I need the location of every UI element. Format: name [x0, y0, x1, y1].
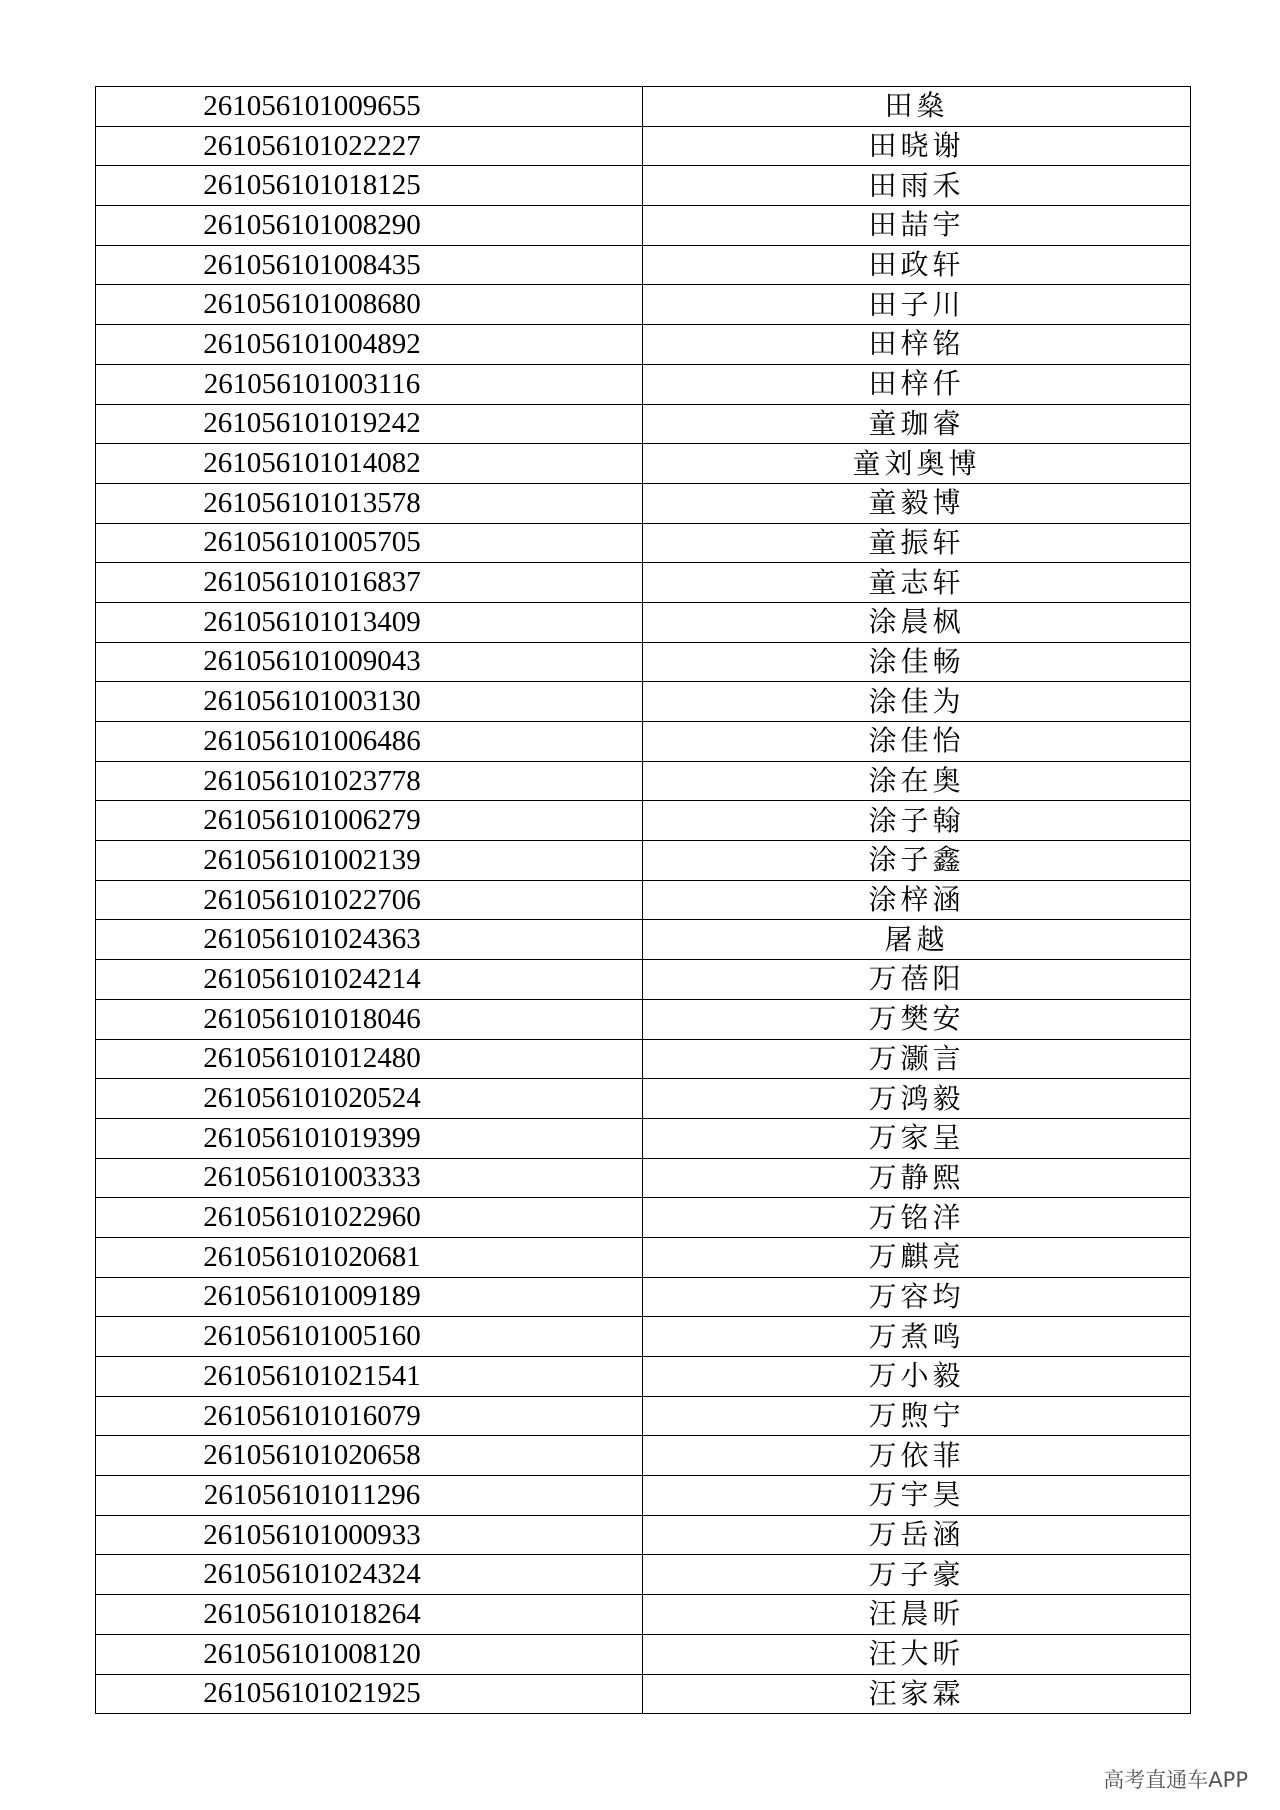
table-row [96, 364, 1191, 404]
candidate-name-cell: 田燊 [643, 87, 1191, 127]
candidate-name-cell: 涂子鑫 [643, 841, 1191, 881]
candidate-name-cell: 万静熙 [643, 1158, 1191, 1198]
candidate-id-cell: 261056101018125 [96, 166, 643, 206]
table-row [96, 1674, 1191, 1714]
candidate-id-cell: 261056101024324 [96, 1555, 643, 1595]
candidate-name-cell: 涂在奥 [643, 761, 1191, 801]
table-row [96, 325, 1191, 365]
table-row [96, 1396, 1191, 1436]
candidate-id-cell: 261056101013409 [96, 602, 643, 642]
candidate-name-cell: 涂晨枫 [643, 602, 1191, 642]
table-row [96, 1198, 1191, 1238]
candidate-name-cell: 田梓铭 [643, 325, 1191, 365]
table-row [96, 960, 1191, 1000]
candidate-name-cell: 万樊安 [643, 999, 1191, 1039]
table-row [96, 245, 1191, 285]
candidate-name-cell: 万灏言 [643, 1039, 1191, 1079]
candidate-id-cell: 261056101013578 [96, 483, 643, 523]
candidate-id-cell: 261056101023778 [96, 761, 643, 801]
candidate-id-cell: 261056101004892 [96, 325, 643, 365]
candidate-id-cell: 261056101019399 [96, 1118, 643, 1158]
table-row [96, 1634, 1191, 1674]
candidate-name-cell: 汪大昕 [643, 1634, 1191, 1674]
candidate-id-cell: 261056101009189 [96, 1277, 643, 1317]
candidate-name-cell: 万岳涵 [643, 1515, 1191, 1555]
candidate-name-cell: 涂佳畅 [643, 642, 1191, 682]
candidate-name-cell: 万蓓阳 [643, 960, 1191, 1000]
table-row [96, 1436, 1191, 1476]
candidate-name-cell: 田梓仟 [643, 364, 1191, 404]
table-row [96, 444, 1191, 484]
candidate-id-cell: 261056101018046 [96, 999, 643, 1039]
candidate-name-cell: 田喆宇 [643, 206, 1191, 246]
table-row [96, 999, 1191, 1039]
candidate-name-cell: 童志轩 [643, 563, 1191, 603]
candidate-name-cell: 田雨禾 [643, 166, 1191, 206]
table-row [96, 404, 1191, 444]
table-row [96, 1476, 1191, 1516]
table-row [96, 285, 1191, 325]
table-row [96, 1237, 1191, 1277]
candidate-id-cell: 261056101022960 [96, 1198, 643, 1238]
candidate-id-cell: 261056101003116 [96, 364, 643, 404]
candidate-name-cell: 童刘奥博 [643, 444, 1191, 484]
table-row [96, 206, 1191, 246]
candidate-id-cell: 261056101024214 [96, 960, 643, 1000]
table-row [96, 87, 1191, 127]
candidate-name-cell: 涂梓涵 [643, 880, 1191, 920]
candidate-id-cell: 261056101003333 [96, 1158, 643, 1198]
candidate-name-cell: 万小毅 [643, 1357, 1191, 1397]
candidate-id-cell: 261056101005160 [96, 1317, 643, 1357]
candidate-name-cell: 屠越 [643, 920, 1191, 960]
table-row [96, 602, 1191, 642]
candidate-id-cell: 261056101000933 [96, 1515, 643, 1555]
table-row [96, 166, 1191, 206]
candidate-id-cell: 261056101020681 [96, 1237, 643, 1277]
candidate-name-cell: 涂佳怡 [643, 722, 1191, 762]
table-row [96, 1595, 1191, 1635]
table-row [96, 642, 1191, 682]
table-row [96, 523, 1191, 563]
table-row [96, 722, 1191, 762]
candidate-id-cell: 261056101008680 [96, 285, 643, 325]
candidate-name-cell: 汪晨昕 [643, 1595, 1191, 1635]
candidate-id-cell: 261056101005705 [96, 523, 643, 563]
roster-table [95, 86, 1191, 1714]
table-row [96, 841, 1191, 881]
table-row [96, 801, 1191, 841]
candidate-name-cell: 涂佳为 [643, 682, 1191, 722]
candidate-name-cell: 万煮鸣 [643, 1317, 1191, 1357]
watermark-text: 高考直通车APP [1103, 1768, 1248, 1792]
candidate-name-cell: 童珈睿 [643, 404, 1191, 444]
candidate-name-cell: 万容均 [643, 1277, 1191, 1317]
candidate-id-cell: 261056101016837 [96, 563, 643, 603]
candidate-name-cell: 万麒亮 [643, 1237, 1191, 1277]
table-row [96, 920, 1191, 960]
table-row [96, 682, 1191, 722]
candidate-id-cell: 261056101008435 [96, 245, 643, 285]
candidate-id-cell: 261056101018264 [96, 1595, 643, 1635]
candidate-id-cell: 261056101021925 [96, 1674, 643, 1714]
candidate-name-cell: 万家呈 [643, 1118, 1191, 1158]
table-row [96, 1317, 1191, 1357]
candidate-id-cell: 261056101021541 [96, 1357, 643, 1397]
candidate-name-cell: 汪家霖 [643, 1674, 1191, 1714]
candidate-id-cell: 261056101009043 [96, 642, 643, 682]
candidate-id-cell: 261056101008290 [96, 206, 643, 246]
candidate-id-cell: 261056101011296 [96, 1476, 643, 1516]
candidate-id-cell: 261056101022227 [96, 126, 643, 166]
table-row [96, 1357, 1191, 1397]
candidate-id-cell: 261056101008120 [96, 1634, 643, 1674]
candidate-name-cell: 童毅博 [643, 483, 1191, 523]
table-row [96, 1079, 1191, 1119]
candidate-id-cell: 261056101020524 [96, 1079, 643, 1119]
candidate-name-cell: 万宇昊 [643, 1476, 1191, 1516]
candidate-id-cell: 261056101014082 [96, 444, 643, 484]
table-row [96, 563, 1191, 603]
table-row [96, 1158, 1191, 1198]
table-row [96, 880, 1191, 920]
candidate-id-cell: 261056101022706 [96, 880, 643, 920]
candidate-id-cell: 261056101006486 [96, 722, 643, 762]
candidate-name-cell: 万煦宁 [643, 1396, 1191, 1436]
candidate-id-cell: 261056101020658 [96, 1436, 643, 1476]
candidate-name-cell: 涂子翰 [643, 801, 1191, 841]
candidate-name-cell: 万鸿毅 [643, 1079, 1191, 1119]
table-row [96, 761, 1191, 801]
roster-table-body [96, 87, 1191, 1714]
candidate-id-cell: 261056101019242 [96, 404, 643, 444]
candidate-id-cell: 261056101024363 [96, 920, 643, 960]
candidate-name-cell: 万铭洋 [643, 1198, 1191, 1238]
table-row [96, 1039, 1191, 1079]
candidate-id-cell: 261056101009655 [96, 87, 643, 127]
candidate-name-cell: 童振轩 [643, 523, 1191, 563]
candidate-id-cell: 261056101003130 [96, 682, 643, 722]
candidate-name-cell: 田晓谢 [643, 126, 1191, 166]
candidate-id-cell: 261056101002139 [96, 841, 643, 881]
candidate-name-cell: 万子豪 [643, 1555, 1191, 1595]
candidate-name-cell: 田子川 [643, 285, 1191, 325]
candidate-id-cell: 261056101006279 [96, 801, 643, 841]
table-row [96, 1555, 1191, 1595]
table-row [96, 1118, 1191, 1158]
candidate-name-cell: 田政轩 [643, 245, 1191, 285]
candidate-id-cell: 261056101012480 [96, 1039, 643, 1079]
table-row [96, 483, 1191, 523]
candidate-id-cell: 261056101016079 [96, 1396, 643, 1436]
candidate-name-cell: 万依菲 [643, 1436, 1191, 1476]
table-row [96, 1515, 1191, 1555]
table-row [96, 1277, 1191, 1317]
table-row [96, 126, 1191, 166]
